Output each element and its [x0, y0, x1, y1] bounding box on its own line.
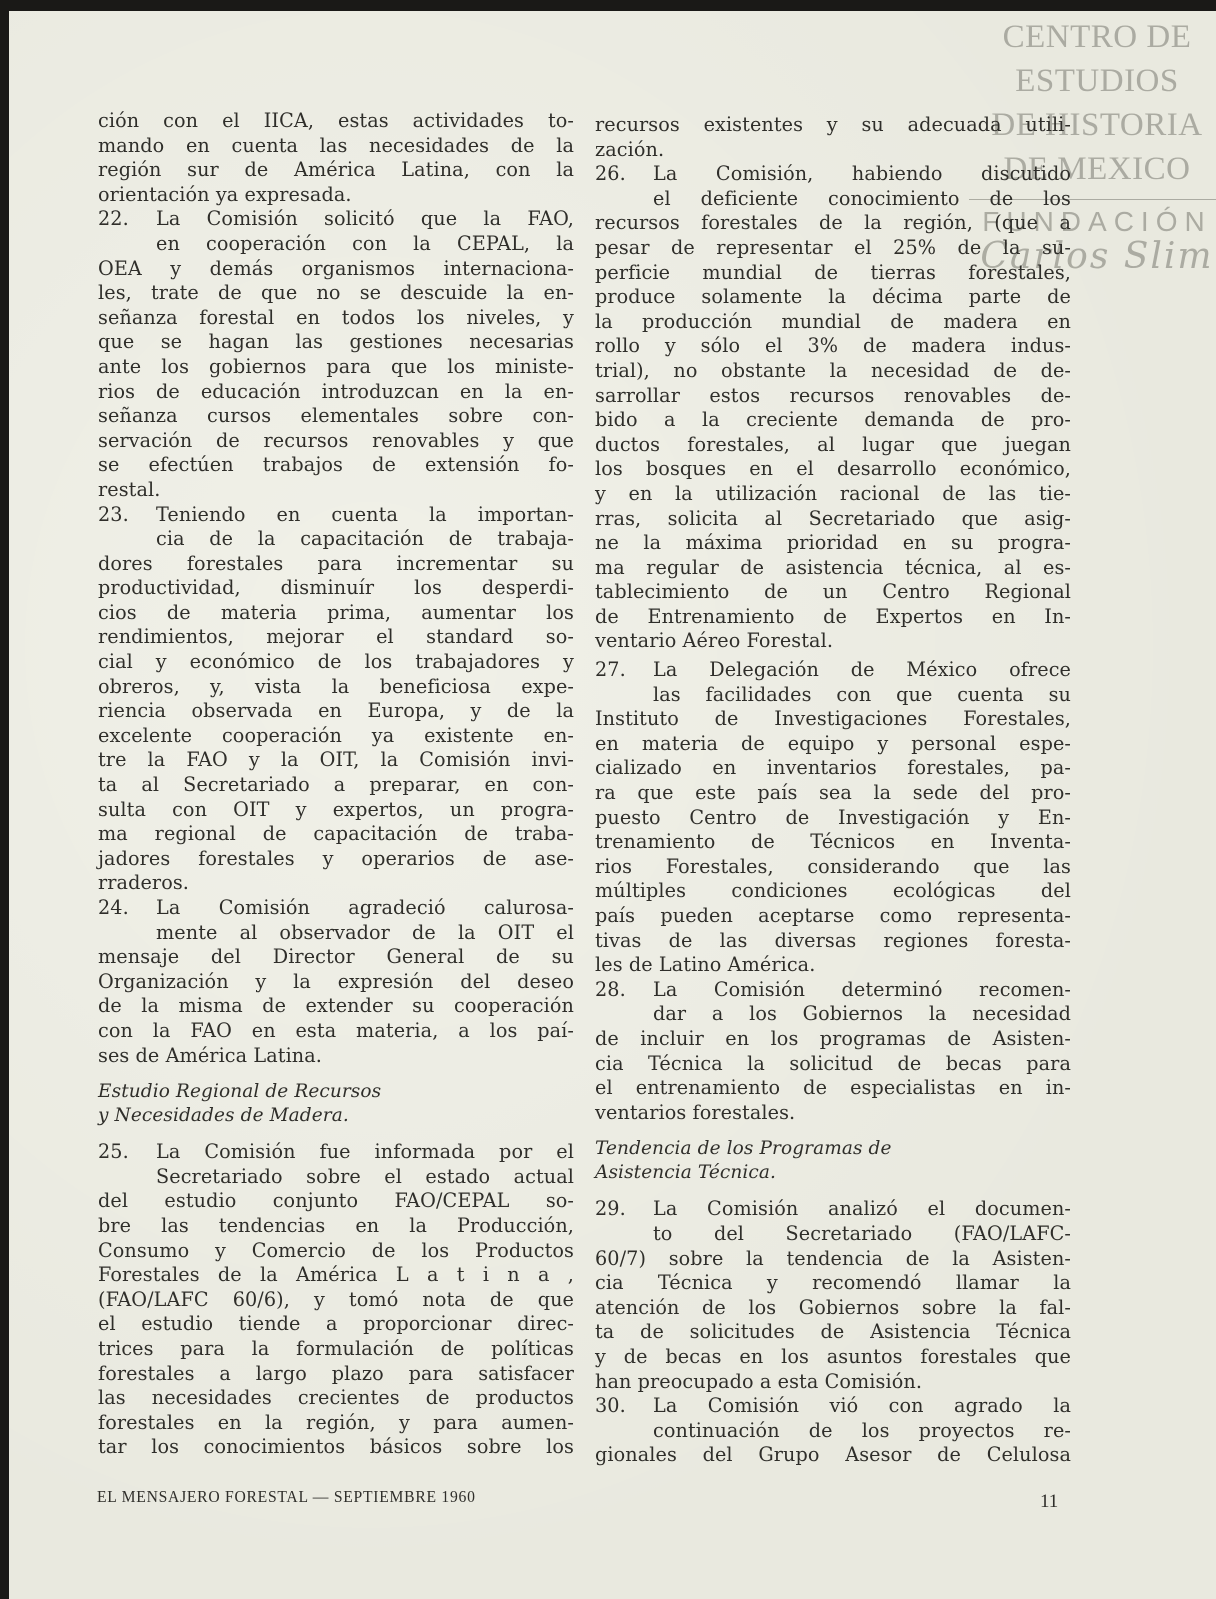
text-line: continuación de los proyectos re- [653, 1418, 1071, 1442]
text-line: se efectúen trabajos de extensión fo- [98, 453, 574, 477]
text-line: ses de América Latina. [98, 1043, 323, 1067]
text-line: dores forestales para incrementar su [98, 551, 574, 575]
text-line: ductos forestales, al lugar que juegan [595, 432, 1071, 456]
paragraph-number: 23. [98, 502, 129, 526]
text-line: La Comisión solicitó que la FAO, [156, 207, 574, 231]
right-column [595, 113, 1071, 1468]
text-line: región sur de América Latina, con la [98, 158, 574, 182]
text-line: tre la FAO y la OIT, la Comisión invi- [98, 748, 574, 772]
text-line: servación de recursos renovables y que [98, 428, 574, 452]
paragraph-number: 26. [595, 162, 626, 186]
text-line: rios Forestales, considerando que las [595, 854, 1071, 878]
paragraph-continuation [98, 109, 574, 207]
text-line: han preocupado a esta Comisión. [595, 1369, 923, 1393]
text-line: Instituto de Investigaciones Forestales, [595, 707, 1071, 731]
watermark-signature: Carlos Slim [980, 236, 1214, 277]
text-line: puesto Centro de Investigación y En- [595, 805, 1071, 829]
paragraph-continuation [595, 113, 1071, 162]
paragraph-30 [595, 1394, 1071, 1468]
paragraph-number: 24. [98, 896, 129, 919]
spacer [98, 1128, 574, 1140]
text-line: país pueden aceptarse como representa- [595, 904, 1071, 927]
spacer [595, 1125, 1071, 1137]
text-line: trenamiento de Técnicos en Inventa- [595, 830, 1071, 854]
text-line: que se hagan las gestiones necesarias [98, 330, 574, 354]
text-line: en materia de equipo y personal espe- [595, 731, 1071, 755]
publication-footer: EL MENSAJERO FORESTAL — SEPTIEMBRE 1960 [97, 1487, 476, 1506]
text-line: ma regular de asistencia técnica, al es- [595, 555, 1071, 579]
text-line: ventarios forestales. [595, 1100, 796, 1124]
text-line: bido a la creciente demanda de pro- [595, 408, 1071, 432]
text-line: trices para la formulación de políticas [98, 1336, 574, 1360]
text-line: perficie mundial de tierras forestales, [595, 260, 1071, 284]
text-line: de incluir en los programas de Asisten- [595, 1026, 1071, 1050]
text-line: múltiples condiciones ecológicas del [595, 879, 1071, 903]
text-line: gionales del Grupo Asesor de Celulosa [595, 1443, 1071, 1467]
text-line: forestales en la región, y para aumen- [98, 1410, 574, 1434]
text-line: con la FAO en esta materia, a los paí- [98, 1018, 574, 1042]
text-line: forestales a largo plazo para satisfacer [98, 1361, 574, 1385]
text-line: mente al observador de la OIT el [156, 920, 574, 944]
text-line: excelente cooperación ya existente en- [98, 723, 574, 747]
text-line: ma regional de capacitación de traba- [98, 822, 574, 846]
text-line: ta de solicitudes de Asistencia Técnica [595, 1320, 1071, 1344]
left-column [98, 109, 574, 1460]
text-line: rollo y sólo el 3% de madera indus- [595, 334, 1071, 358]
text-line: obreros, y, vista la beneficiosa expe- [98, 674, 574, 698]
paragraph-number: 28. [595, 977, 626, 1001]
text-line: ra que este país sea la sede del pro- [595, 781, 1071, 805]
text-line: del estudio conjunto FAO/CEPAL so- [98, 1189, 574, 1213]
text-line: dar a los Gobiernos la necesidad [653, 1002, 1071, 1026]
text-line: y de becas en los asuntos forestales que [595, 1344, 1071, 1368]
watermark-foundation: FUNDACIÓN [969, 199, 1216, 238]
text-line: les, trate de que no se descuide la en- [98, 281, 574, 305]
section-heading-line: y Necesidades de Madera. [98, 1105, 349, 1127]
text-line: bre las tendencias en la Producción, [98, 1213, 574, 1237]
paragraph-28 [595, 978, 1071, 1126]
text-line: de la misma de extender su cooperación [98, 994, 574, 1018]
text-line: de Entrenamiento de Expertos en In- [595, 604, 1071, 628]
text-line: el entrenamiento de especialistas en in- [595, 1076, 1071, 1100]
text-line: OEA y demás organismos internaciona- [98, 256, 574, 280]
text-line: cia Técnica la solicitud de becas para [595, 1051, 1071, 1075]
text-line: restal. [98, 477, 161, 501]
text-line: produce solamente la décima parte de [595, 285, 1071, 309]
page-number: 11 [1040, 1491, 1059, 1512]
text-line: tivas de las diversas regiones foresta- [595, 928, 1071, 952]
text-line: Secretariado sobre el estado actual [156, 1164, 574, 1188]
paragraph-number: 29. [595, 1197, 626, 1221]
watermark-line: ESTUDIOS [1015, 63, 1179, 99]
text-line: sarrollar estos recursos renovables de- [595, 383, 1071, 407]
text-line: tablecimiento de un Centro Regional [595, 580, 1071, 604]
text-line: el deficiente conocimiento de los [653, 186, 1071, 210]
text-line: Organización y la expresión del deseo [98, 969, 574, 993]
text-line: La Delegación de México ofrece [653, 658, 1071, 682]
text-line: el estudio tiende a proporcionar direc- [98, 1312, 574, 1336]
paragraph-23 [98, 503, 574, 897]
text-line: en cooperación con la CEPAL, la [156, 231, 574, 255]
text-line: señanza forestal en todos los niveles, y [98, 305, 574, 329]
text-line: atención de los Gobiernos sobre la fal- [595, 1295, 1071, 1319]
text-line: rraderos. [98, 871, 189, 895]
section-heading-line: Estudio Regional de Recursos [98, 1081, 382, 1103]
text-line: cia Técnica y recomendó llamar la [595, 1271, 1071, 1295]
paragraph-number: 27. [595, 658, 626, 682]
paragraph-24 [98, 896, 574, 1068]
text-line: cios de materia prima, aumentar los [98, 600, 574, 624]
paragraph-26 [595, 162, 1071, 654]
magazine-page [9, 11, 1216, 1599]
paragraph-number: 25. [98, 1140, 129, 1164]
text-line: ne la máxima prioridad en su progra- [595, 531, 1071, 555]
text-line: las facilidades con que cuenta su [653, 682, 1071, 706]
text-line: pesar de representar el 25% de la su- [595, 235, 1071, 259]
section-heading-line: Tendencia de los Programas de [595, 1138, 892, 1160]
watermark-line: DE MEXICO [1003, 151, 1191, 187]
text-line: La Comisión fue informada por el [156, 1140, 574, 1164]
text-line: productividad, disminuír los desperdi- [98, 576, 574, 600]
text-line: cia de la capacitación de trabaja- [156, 527, 574, 551]
paragraph-number: 22. [98, 207, 129, 231]
spacer [595, 1185, 1071, 1197]
paragraph-number: 30. [595, 1394, 626, 1418]
text-line: ción con el IICA, estas actividades to- [98, 109, 574, 132]
text-line: ventario Aéreo Forestal. [595, 629, 834, 653]
text-line: rras, solicita al Secretariado que asig- [595, 506, 1071, 530]
text-line: to del Secretariado (FAO/LAFC- [653, 1221, 1071, 1245]
text-line: las necesidades crecientes de productos [98, 1386, 574, 1410]
text-line: ta al Secretariado a preparar, en con- [98, 773, 574, 797]
text-line: mensaje del Director General de su [98, 945, 574, 969]
text-line: Forestales de la América L a t i n a , [98, 1263, 574, 1287]
text-line: cial y económico de los trabajadores y [98, 650, 574, 674]
text-line: La Comisión analizó el documen- [653, 1197, 1071, 1221]
text-line: y en la utilización racional de las tie- [595, 481, 1071, 505]
text-line: riencia observada en Europa, y de la [98, 699, 574, 723]
text-line: les de Latino América. [595, 953, 816, 977]
text-line: La Comisión, habiendo discutido [653, 162, 1071, 186]
text-line: rendimientos, mejorar el standard so- [98, 625, 574, 649]
text-line: rios de educación introduzcan en la en- [98, 379, 574, 403]
text-line: trial), no obstante la necesidad de de- [595, 358, 1071, 382]
text-line: ante los gobiernos para que los ministe- [98, 354, 574, 378]
text-line: los bosques en el desarrollo económico, [595, 457, 1071, 481]
text-line: Teniendo en cuenta la importan- [156, 502, 574, 526]
text-line: la producción mundial de madera en [595, 309, 1071, 333]
text-line: orientación ya expresada. [98, 182, 352, 206]
text-line: señanza cursos elementales sobre con- [98, 404, 574, 428]
paragraph-25 [98, 1140, 574, 1460]
section-heading-line: Asistencia Técnica. [595, 1162, 776, 1184]
text-line: Consumo y Comercio de los Productos [98, 1238, 574, 1262]
text-line: La Comisión determinó recomen- [653, 977, 1071, 1001]
text-line: cializado en inventarios forestales, pa- [595, 756, 1071, 780]
paragraph-27 [595, 658, 1071, 978]
paragraph-22 [98, 207, 574, 502]
watermark-line: CENTRO DE [1002, 19, 1192, 55]
text-line: tar los conocimientos básicos sobre los [98, 1435, 574, 1459]
text-line: mando en cuenta las necesidades de la [98, 133, 574, 157]
section-heading [98, 1080, 574, 1128]
text-line: La Comisión agradeció calurosa- [156, 896, 574, 919]
text-line: (FAO/LAFC 60/6), y tomó nota de que [98, 1287, 574, 1311]
text-line: jadores forestales y operarios de ase- [98, 846, 574, 870]
section-heading [595, 1137, 1071, 1185]
text-line: sulta con OIT y expertos, un progra- [98, 797, 574, 821]
text-line: recursos existentes y su adecuada utili- [595, 113, 1071, 136]
text-line: 60/7) sobre la tendencia de la Asisten- [595, 1246, 1071, 1270]
text-line: zación. [595, 137, 665, 161]
watermark-line: DE HISTORIA [991, 107, 1203, 143]
spacer [98, 1068, 574, 1080]
paragraph-29 [595, 1197, 1071, 1394]
text-line: La Comisión vió con agrado la [653, 1394, 1071, 1418]
text-line: recursos forestales de la región, (que a [595, 211, 1071, 235]
